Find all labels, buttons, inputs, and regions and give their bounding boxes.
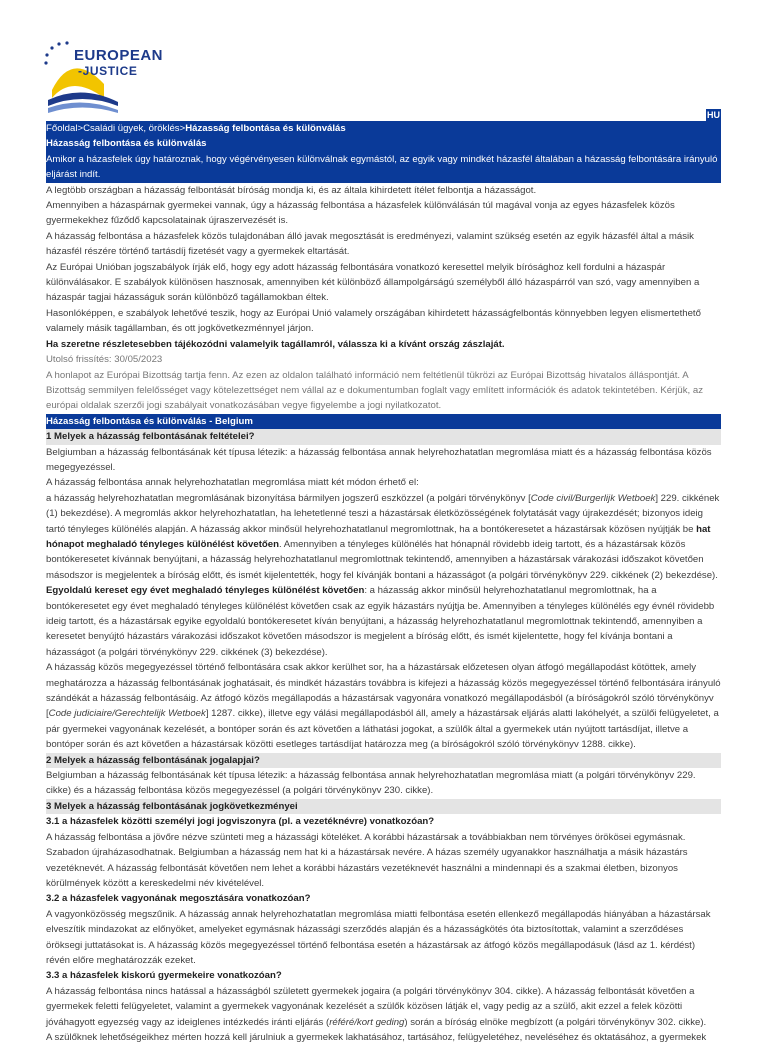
- text-run: A házasság felbontása nincs hatással a házasságból született gyermekek jogaira (a polgári törvénykönyv 304. cikke). A házasság felbontását követően a gyermekek feletti felügyeletet, valamint a gyermekek vagyonának kezelését a szülők közösen látják el, vagy pedig az a szülő, akit ezzel a felek közötti jóváhagyott egyezség vagy az ideiglenes intézkedés iránti eljárás (: [46, 985, 695, 1028]
- text-run: . Amennyiben a tényleges különélés hat hónapnál rövidebb ideig tartott, és a házastársak közös bontókeresetet kívánnak benyújtani, a házasság helyrehozhatatlanul megromlottnak tekintendő, amennyiben a házastársak várakozási időszakot követően másodszor is megjelentek a bíróság előtt, és ismét kijelentették, hogy fel kívánják bontani a házasságot (a polgári törvénykönyv 229. cikkének (2) bekezdése).: [46, 538, 718, 581]
- main-content: [46, 121, 721, 1045]
- answer-paragraph: [46, 984, 721, 1030]
- intro-paragraph: A házasság felbontása a házasfelek közös tulajdonában álló javak megosztását is eredményezi, valamint szükség esetén az egyik házasfél által a másik házasfél részére történő tartásdíj fizetését vagy a gyermekek eltartását.: [46, 230, 694, 258]
- text-run: ] 229. cikkének (1) bekezdése). A megromlás akkor helyrehozhatatlan, ha lehetetlenné teszi a házastársak életközösségének folytatását vagy újrakezdését; bizonyos ideig tartó tényleges különélés alapján. A házasság akkor minősül helyrehozhatatlanul megromlottnak, ha a bontókeresetet a házastársak közösen nyújtják be: [46, 492, 720, 535]
- intro-title: Házasság felbontása és különválás: [46, 138, 207, 150]
- breadcrumb-home-link[interactable]: Főoldal: [46, 123, 78, 134]
- legal-code-name: Code judiciaire/Gerechtelijk Wetboek: [48, 708, 206, 720]
- text-run: ) során a bíróság elnöke megbízott (a polgári törvénykönyv 302. cikke).: [404, 1016, 707, 1028]
- breadcrumb-separator: >: [179, 123, 186, 134]
- section-header-belgium: Házasság felbontása és különválás - Belgium: [46, 414, 721, 429]
- logo-text-european: EUROPEAN: [74, 47, 164, 64]
- question-2-heading: 2 Melyek a házasság felbontásának jogalapjai?: [46, 753, 721, 768]
- intro-paragraph: Az Európai Unióban jogszabályok írják elő, hogy egy adott házasság felbontására vonatkozó keresettel melyik bírósághoz kell fordulni a házaspár különválásakor. E szabályok különösen hasznosak, amennyiben két különböző állampolgárságú személyből álló házaspárról van szó, vagy amennyiben a házaspár tagjai házasságuk során különböző tagállamokban éltek.: [46, 261, 700, 304]
- text-run: : a házasság akkor minősül helyrehozhatatlanul megromlottnak, ha a bontókeresetet egy évet meghaladó tényleges különélést követően csak az egyik házastárs nyújtja be. Amennyiben a tényleges különélés egy évnél rövidebb ideig tartott, és a házastársak egyike egyoldalú bontókeresetet kíván benyújtani, a házasság helyrehozhatatlanul megromlottnak tekintendő, amennyiben a keresetet benyújtó házastárs várakozási időszakot követően másodszor is megjelent a bíróság előtt, és ismét kijelentette, hogy fel kívánja bontani a házasságot (a polgári törvénykönyv 229. cikkének (3) bekezdése).: [46, 585, 715, 658]
- answer-paragraph: A házasság felbontása a jövőre nézve szünteti meg a házassági köteléket. A korábbi házastársak a továbbiakban nem törvényes örökösei egymásnak. Szabadon újraházasodhatnak. Belgiumban a házasság nem hat ki a házastársak nevére. A házas személy ugyanakkor használhatja a másik házastárs vezetéknevét. A házasság felbontását követően nem lehet a korábbi házastárs vezetéknevét használni a mindennapi és a szakmai életben, bizonyos körülmények között a kereskedelmi név kivételével.: [46, 831, 688, 889]
- intro-call-to-action: Ha szeretne részletesebben tájékozódni valamelyik tagállamról, válassza ki a kívánt ország zászlaját.: [46, 338, 505, 350]
- answer-paragraph: [46, 660, 721, 752]
- answer-paragraph: Belgiumban a házasság felbontásának két típusa létezik: a házasság felbontása annak helyrehozhatatlan megromlása miatt és a házasság felbontása közös megegyezéssel.: [46, 446, 712, 473]
- subquestion-heading: 3.3 a házasfelek kiskorú gyermekeire vonatkozóan?: [46, 970, 282, 982]
- answer-paragraph: Belgiumban a házasság felbontásának két típusa létezik: a házasság felbontása annak helyrehozhatatlan megromlása miatt (a polgári törvénykönyv 229. cikke) és a házasság felbontása közös megegyezéssel (a polgári törvénykönyv 230. cikke).: [46, 770, 696, 797]
- answer-paragraph: [46, 491, 721, 660]
- intro-paragraph: Hasonlóképpen, e szabályok lehetővé teszik, hogy az Európai Unió valamely országában kihirdetett házasságfelbontás könnyebben legyen elismertethető valamely másik tagállamban, és ott jogkövetkezménnyel járjon.: [46, 307, 701, 335]
- text-run: ] 1287. cikke), illetve egy válási megállapodásból áll, amely a házastársak eljárás alatti lakóhelyét, a szülői felügyeletet, a pár gyermekei vagyonának kezelését, a bontóper során és azt követően a láthatási jogokat, a szülők által a gyermekek után nyújtott tartásdíjat, illetve a bontóper során és azt követően a házastársak közötti esetleges tartásdíjat határozza meg (a bíróságokról szóló törvénykönyv 1288. cikke).: [46, 708, 719, 751]
- breadcrumb: [46, 121, 721, 136]
- intro-paragraph: A legtöbb országban a házasság felbontását bíróság mondja ki, és az általa kihirdetett ítélet felbontja a házasságot.: [46, 184, 537, 196]
- question-3-heading: 3 Melyek a házasság felbontásának jogkövetkezményei: [46, 799, 721, 814]
- subquestion-heading: 3.2 a házasfelek vagyonának megosztására vonatkozóan?: [46, 893, 311, 905]
- question-1-heading: 1 Melyek a házasság felbontásának feltételei?: [46, 429, 721, 444]
- logo-text-justice: -JUSTICE: [78, 64, 138, 78]
- subquestion-heading: 3.1 a házasfelek közötti személyi jogi jogviszonyra (pl. a vezetéknévre) vonatkozóan?: [46, 816, 435, 828]
- breadcrumb-current: Házasság felbontása és különválás: [185, 123, 346, 134]
- answer-paragraph: A házasság felbontása annak helyrehozhatatlan megromlása miatt két módon érhető el:: [46, 477, 419, 489]
- intro-header: [46, 136, 721, 182]
- answer-paragraph: A szülőknek lehetőségeikhez mérten hozzá kell járulniuk a gyermekek lakhatásához, tartásához, felügyeletéhez, neveléséhez és oktatásához, a gyermekek: [46, 1031, 707, 1043]
- legal-code-name: Code civil/Burgerlijk Wetboek: [530, 492, 656, 504]
- breadcrumb-category-link[interactable]: Családi ügyek, öröklés: [83, 123, 180, 134]
- highlighted-text: Egyoldalú kereset egy évet meghaladó tényleges különélést követően: [46, 585, 365, 597]
- intro-paragraph: Amennyiben a házaspárnak gyermekei vannak, úgy a házasság felbontása a házasfelek különválásán túl magával vonja az egyes házasfelek közös gyermekekhez fűződő kapcsolatainak újraszervezését is.: [46, 200, 675, 227]
- language-selector[interactable]: HU: [707, 110, 720, 120]
- highlighted-text: hat hónapot meghaladó tényleges különélést követően: [46, 523, 711, 550]
- intro-lead: Amikor a házasfelek úgy határoznak, hogy végérvényesen különválnak egymástól, az egyik vagy mindkét házasfél általában a házasság felbontására irányuló eljárást indít.: [46, 153, 718, 181]
- breadcrumb-separator: >: [77, 123, 84, 134]
- disclaimer: A honlapot az Európai Bizottság tartja fenn. Az ezen az oldalon található információ nem feltétlenül tükrözi az Európai Bizottság hivatalos álláspontját. A Bizottság semmilyen felelősséget vagy kötelezettséget nem vállal az e dokumentumban foglalt vagy említett információk és adatok tekintetében. Kérjük, az európai oldalak szerzői jogi szabályait vonatkozásában vegye figyelembe a jogi nyilatkozatot.: [46, 369, 703, 412]
- text-run: a házasság helyrehozhatatlan megromlásának bizonyítása bármilyen jogszerű eszközzel (a polgári törvénykönyv [: [46, 492, 531, 504]
- text-run: A házasság közös megegyezéssel történő felbontására csak akkor kerülhet sor, ha a házastársak előzetesen olyan átfogó megállapodást kötöttek, amely meghatározza a házasság felbontásának joghatásait, és mindkét házastárs továbbra is kifejezi a házasság közös megegyezéssel történő felbontására irányuló szándékát a házasság felbontásáig. Az átfogó közös megállapodás a házastársak vagyonára vonatkozó megállapodásból (a bíróságokról szóló törvénykönyv [: [46, 662, 721, 720]
- last-updated: Utolsó frissítés: 30/05/2023: [46, 354, 163, 366]
- answer-paragraph: A vagyonközösség megszűnik. A házasság annak helyrehozhatatlan megromlása miatti felbontása esetén ellenkező megállapodás hiányában a házastársak elveszítik mindazokat az előnyöket, amelyeket egymásnak házassági szerződés alapján és a házasságkötés óta biztosítottak, valamint a szerződéses öröksegi juttatásokat is. A házasság közös megegyezéssel történő felbontása esetén a házastársak az átfogó közös megállapodásuk (lásd az 1. kérdést) révén előre meghatározzák ezeket.: [46, 908, 711, 966]
- legal-term: référé/kort geding: [329, 1016, 405, 1028]
